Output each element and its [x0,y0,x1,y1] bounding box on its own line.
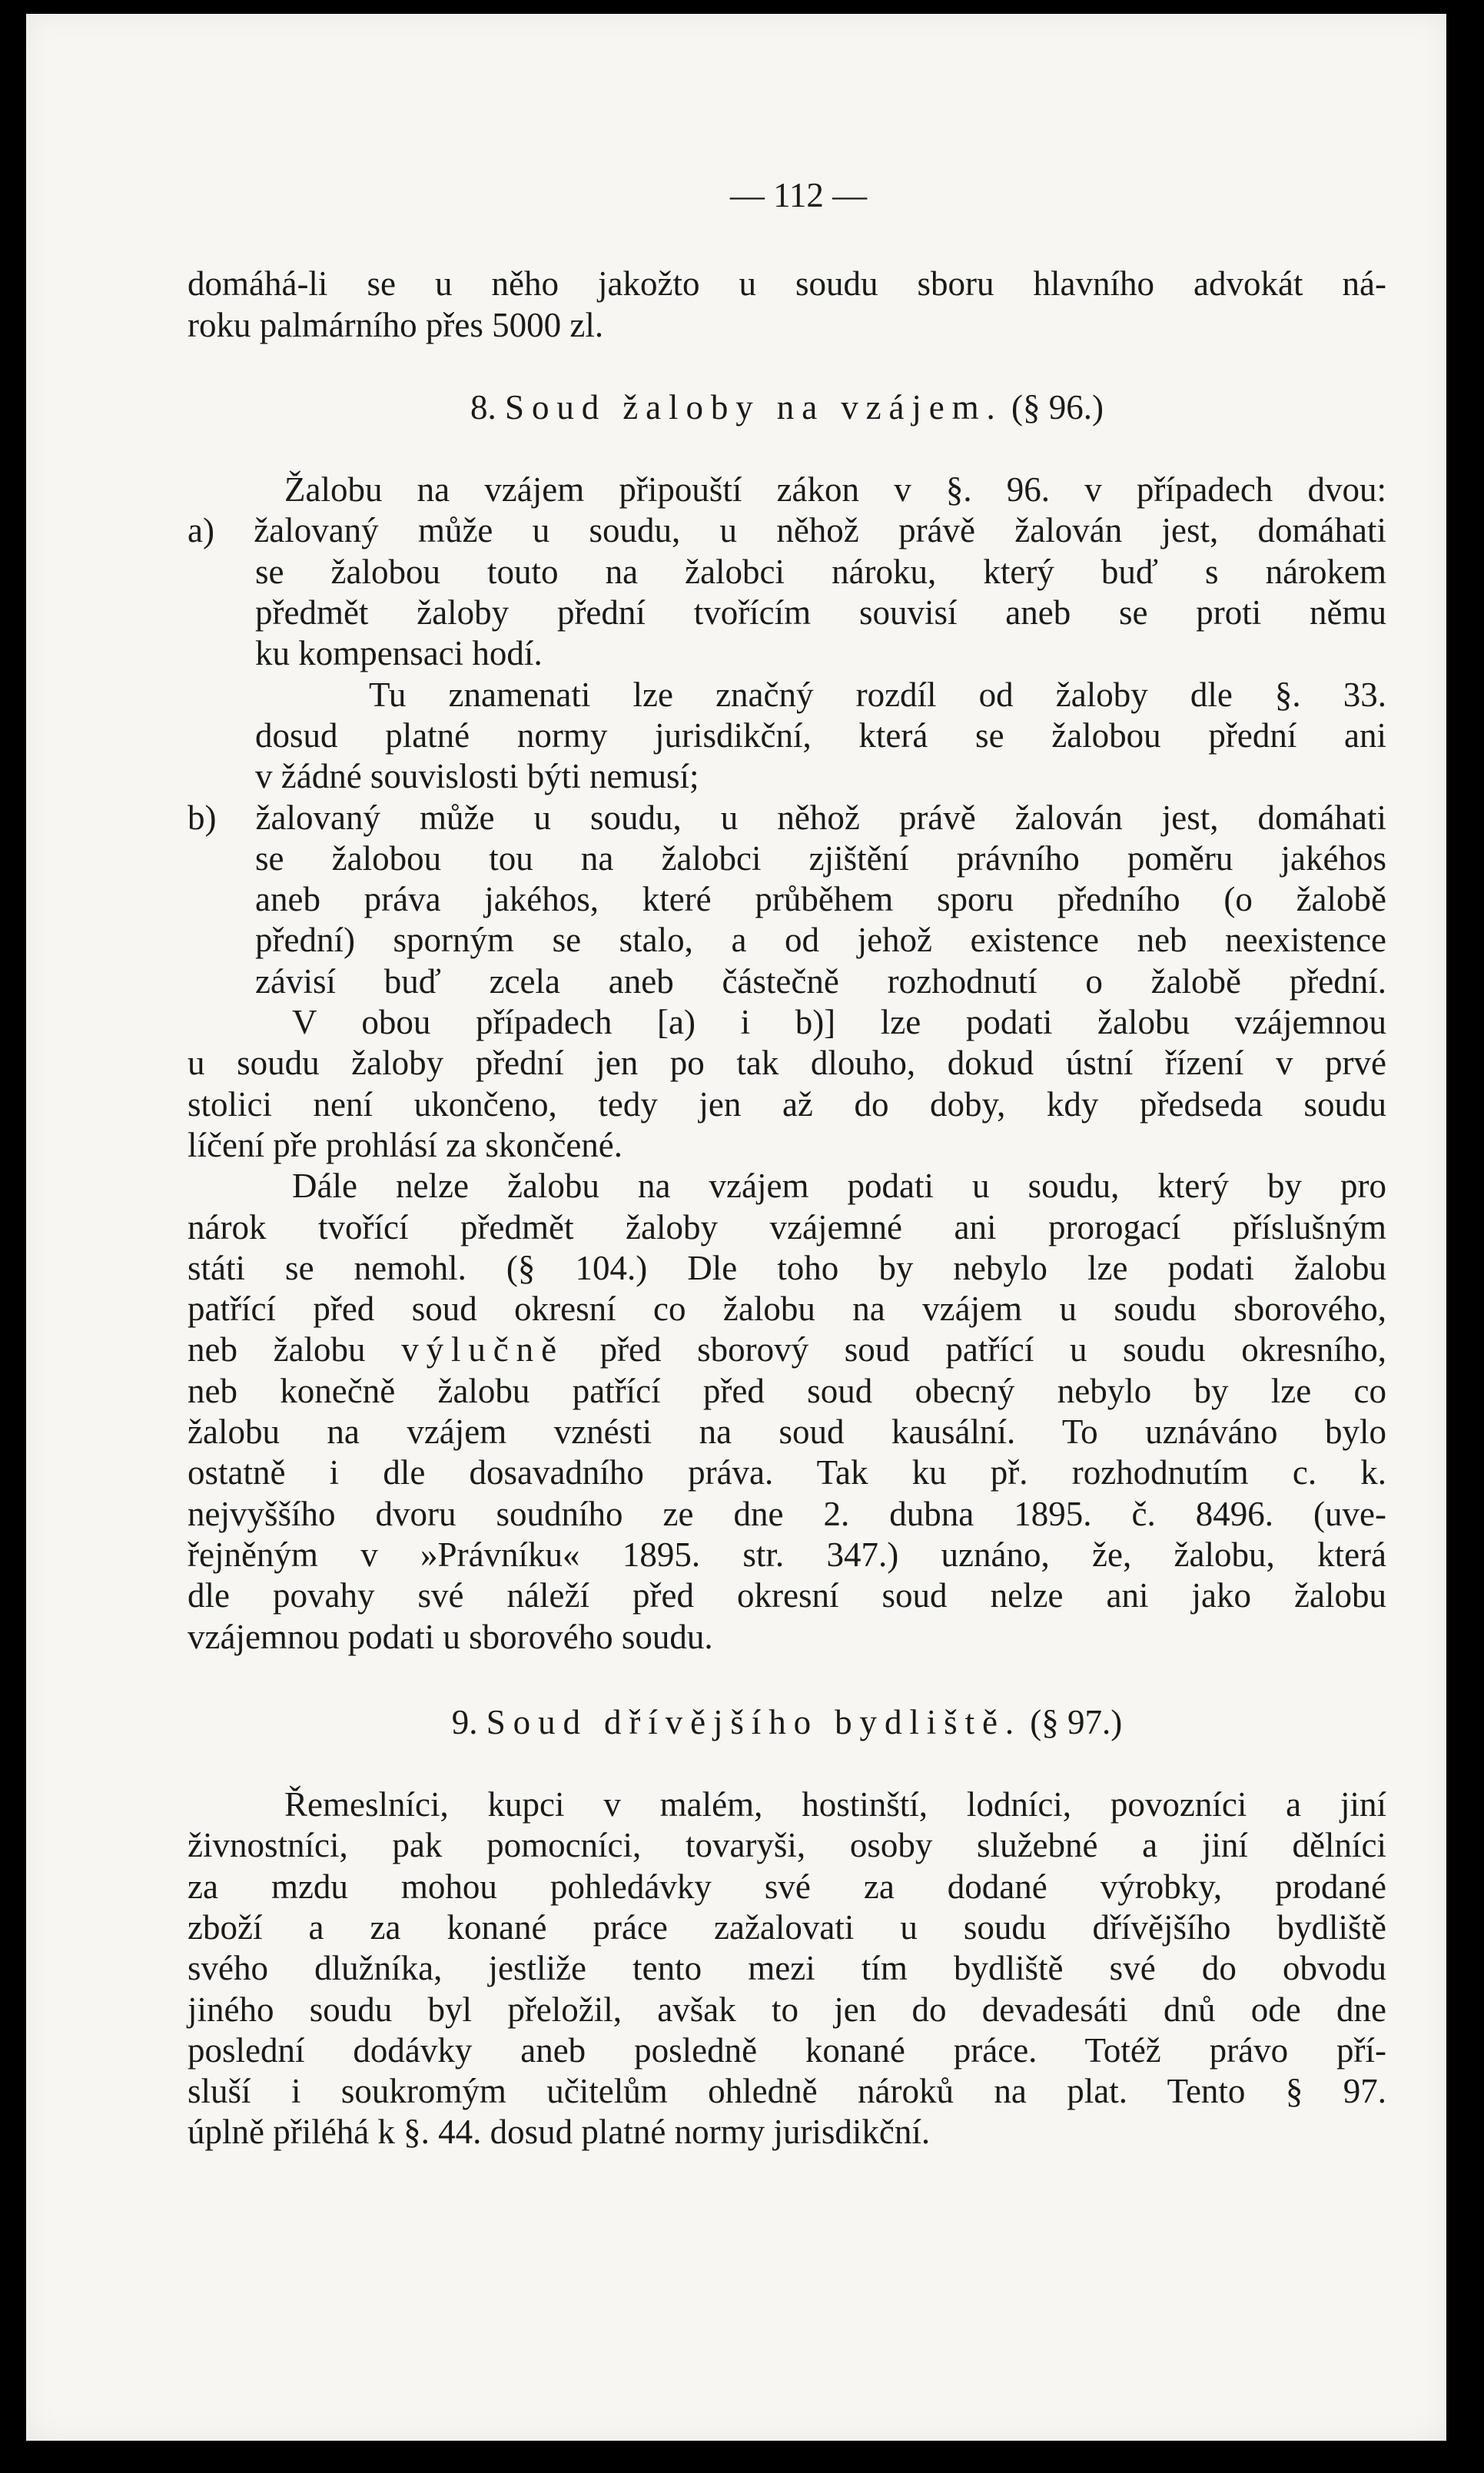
text-line: V obou případech [a) i b)] lze podati žalobu vzájemnou [292,1003,1386,1042]
text-line: jiného soudu byl přeložil, avšak to jen do devadesáti dnů ode dne [188,1990,1386,2029]
text-line: roku palmárního přes 5000 zl. [188,305,604,344]
book-page [26,14,1446,2441]
text-line: státi se nemohl. (§ 104.) Dle toho by nebylo lze podati žalobu [188,1248,1386,1287]
section-8-body [188,470,1386,1658]
text-fragment: neb žalobu [188,1330,402,1369]
section-number: 8. [470,387,496,427]
intro-paragraph [188,264,1386,346]
text-line: závisí buď zcela aneb částečně rozhodnutí o žalobě přední. [255,961,1386,1001]
text-line: v žádné souvislosti býti nemusí; [255,757,699,796]
text-line: se žalobou touto na žalobci nároku, který buď s nárokem [255,552,1386,591]
section-9-body [188,1784,1386,2153]
text-line: patřící před soud okresní co žalobu na vzájem u soudu sborového, [188,1290,1386,1329]
text-line: neb konečně žalobu patřící před soud obecný nebylo by lze co [188,1371,1386,1410]
text-line: žalobu na vzájem vznésti na soud kausální. To uznáváno bylo [188,1412,1386,1452]
text-line: živnostníci, pak pomocníci, tovaryši, osoby služebné a jiní dělníci [188,1826,1386,1865]
text-line: Tu znamenati lze značný rozdíl od žaloby dle §. 33. [369,675,1386,714]
text-line: vzájemnou podati u sborového soudu. [188,1617,713,1656]
text-line: aneb práva jakéhos, které průběhem sporu předního (o žalobě [255,880,1386,919]
text-line: ostatně i dle dosavadního práva. Tak ku př. rozhodnutím c. k. [188,1453,1386,1492]
text-line: b) žalovaný může u soudu, u něhož právě žalován jest, domáhati [188,798,1386,837]
text-line: nárok tvořící předmět žaloby vzájemné ani prorogací příslušným [188,1207,1386,1246]
text-line: přední) sporným se stalo, a od jehož existence neb neexistence [255,921,1386,960]
page-content [188,175,1386,2153]
emphasized-word: výlučně [401,1330,564,1369]
section-title: Soud žaloby na vzájem. [505,387,1003,427]
text-line: za mzdu mohou pohledávky své za dodané výrobky, prodané [188,1867,1386,1906]
section-number: 9. [451,1702,478,1741]
text-line: řejněným v »Právníku« 1895. str. 347.) uznáno, že, žalobu, která [188,1535,1386,1574]
text-line [188,1329,1386,1370]
text-line: Dále nelze žalobu na vzájem podati u soudu, který by pro [292,1167,1386,1206]
text-line: ku kompensaci hodí. [255,634,543,673]
section-reference: (§ 96.) [1011,387,1104,427]
text-line: domáhá-li se u něho jakožto u soudu sboru hlavního advokát ná- [188,264,1386,304]
text-line: a) žalovaný může u soudu, u něhož právě žalován jest, domáhati [188,511,1386,550]
text-line: sluší i soukromým učitelům ohledně nároků na plat. Tento § 97. [188,2072,1386,2111]
text-line: se žalobou tou na žalobci zjištění právního poměru jakéhos [255,838,1386,878]
section-reference: (§ 97.) [1030,1702,1123,1741]
text-line: Řemeslníci, kupci v malém, hostinští, lodníci, povozníci a jiní [284,1785,1386,1824]
section-8-heading [188,387,1386,428]
text-line: poslední dodávky aneb posledně konané práce. Totéž právo pří- [188,2030,1386,2070]
text-line: u soudu žaloby přední jen po tak dlouho, dokud ústní řízení v prvé [188,1044,1386,1083]
section-9-heading [188,1702,1386,1743]
text-line: líčení pře prohlásí za skončené. [188,1125,623,1164]
section-title: Soud dřívějšího bydliště. [486,1702,1021,1741]
text-line: úplně přiléhá k §. 44. dosud platné normy jurisdikční. [188,2113,931,2152]
text-line: svého dlužníka, jestliže tento mezi tím bydliště své do obvodu [188,1949,1386,1988]
text-line: stolici není ukončeno, tedy jen až do doby, kdy předseda soudu [188,1084,1386,1124]
text-line: předmět žaloby přední tvořícím souvisí aneb se proti němu [255,593,1386,632]
text-line: zboží a za konané práce zažalovati u soudu dřívějšího bydliště [188,1907,1386,1947]
text-line: dle povahy své náleží před okresní soud nelze ani jako žalobu [188,1576,1386,1615]
text-line: nejvyššího dvoru soudního ze dne 2. dubna 1895. č. 8496. (uve- [188,1494,1386,1533]
text-line: dosud platné normy jurisdikční, která se žalobou přední ani [255,715,1386,755]
text-line: Žalobu na vzájem připouští zákon v §. 96. v případech dvou: [284,470,1386,510]
page-number: — 112 — [729,176,868,214]
text-fragment: před sborový soud patřící u soudu okresního, [563,1330,1386,1369]
